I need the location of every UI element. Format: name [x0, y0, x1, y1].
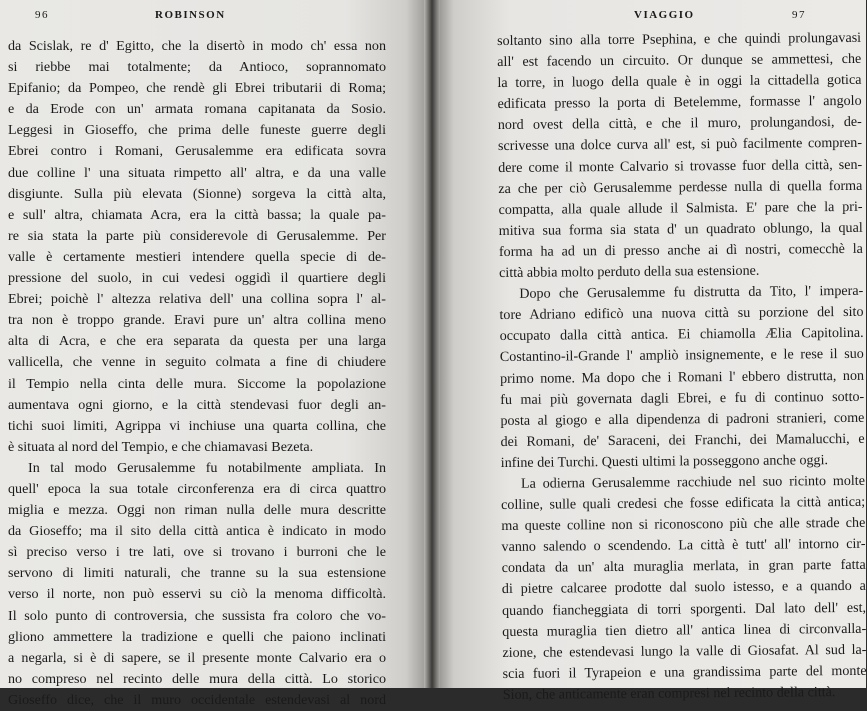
- text-line: Sion, che anticamente eran compresi nel recinto della città.: [502, 683, 836, 703]
- text-line: tore Adriano edificò una nuova città su porzione del sito: [499, 304, 864, 324]
- text-line: nord ovest della città, e che il muro, prolungandosi, de-: [497, 114, 862, 134]
- left-page-number: 96: [35, 9, 49, 21]
- text-line: mitiva sua forma sia stata d' un quadrato oblungo, la qual: [498, 219, 863, 239]
- text-line: soltanto sino alla torre Psephina, e che quindi prolungavasi: [497, 29, 862, 49]
- text-line: forma ha ad un di presso anche ai dì nostri, comecchè la: [498, 240, 863, 260]
- text-line: ma queste colline non si riconoscono più che alle strade che: [501, 514, 866, 535]
- text-line: condata da un' alta muraglia merlata, in gran parte fatta: [501, 557, 866, 577]
- text-line: vanno salendo o scendendo. La città è tutt' all' intorno cir-: [501, 536, 866, 556]
- text-line: due colline l' una situata rimpetto all' altra, e da una valle: [8, 164, 386, 181]
- text-line: da Scislak, re d' Egitto, che la disertò in modo ch' essa non: [8, 38, 386, 54]
- text-line: di pietre calcaree prodotte dal suolo istesso, e a quando a: [501, 578, 866, 598]
- text-line: colline, sulle quali credesi che fosse edificata la città antica;: [501, 493, 866, 514]
- text-line: zione, che estendevasi lungo la valle di Giosafat. Al sud la-: [502, 641, 867, 661]
- text-line: Ebrei; poichè l' altezza relativa dell' una collina sopra l' al-: [8, 291, 386, 308]
- text-line: pressione del suolo, in cui vedesi oggidì il quartiere degli: [8, 270, 386, 287]
- left-running-head: ROBINSON: [155, 9, 226, 21]
- left-page-body: [8, 36, 386, 711]
- text-line: sì preciso verso i tre lati, ove si trovano i burroni che le: [8, 544, 386, 561]
- right-page: [432, 0, 867, 703]
- text-line: In tal modo Gerusalemme fu notabilmente ampliata. In: [28, 459, 386, 476]
- text-line: occupato dalla città antica. Ei chiamolla Ælia Capitolina.: [499, 325, 864, 345]
- text-line: scia fuori il Tyrapeion e una grandissima parte del monte: [502, 662, 867, 682]
- text-line: e da Erode con un' armata romana capitanata da Sosio.: [8, 101, 386, 118]
- text-line: dei Romani, de' Saraceni, dei Franchi, dei Mamalucchi, e: [500, 430, 865, 450]
- text-line: dere come il monte Calvario si trovasse fuor della città, sen-: [498, 156, 863, 176]
- text-line: fu mai più governata dagli Ebrei, e fu di continuo sotto-: [500, 388, 865, 408]
- text-line: Gioseffo dice, che il muro occidentale estendevasi al nord: [8, 691, 386, 708]
- text-line: è situata al nord del Tempio, e che chiamavasi Bezeta.: [8, 438, 314, 455]
- text-line: Dopo che Gerusalemme fu distrutta da Tito, l' impera-: [519, 282, 864, 302]
- text-line: tra non è troppo grande. Eravi pure un' altra collina meno: [8, 312, 386, 329]
- text-line: La odierna Gerusalemme racchiude nel suo ricinto molte: [520, 472, 866, 492]
- text-line: servono di limiti naturali, che tranne su la sua estensione: [8, 565, 386, 582]
- right-running-head: VIAGGIO: [634, 9, 695, 21]
- text-line: Epifanio; da Pompeo, che rendè gli Ebrei tributarii di Roma;: [8, 80, 386, 97]
- text-line: posta al giogo e alla dipendenza di padroni stranieri, come: [500, 409, 865, 429]
- text-line: questa muraglia tien dietro all' antica linea di circonvalla-: [502, 620, 867, 640]
- right-page-body: [497, 28, 867, 706]
- text-line: za che per ciò Gerusalemme perdesse nulla di quella forma: [498, 177, 863, 197]
- text-line: si riebbe mai totalmente; da Antioco, soprannomato: [8, 59, 386, 76]
- text-line: il Tempio nella cinta delle mura. Siccome la popolazione: [8, 375, 386, 392]
- text-line: gliono ammettere la tradizione e quelli che paiono inclinati: [8, 628, 386, 645]
- text-line: Ebrei contro i Romani, Gerusalemme era edificata sovra: [8, 143, 386, 160]
- text-line: città abbia molto perduto della sua estensione.: [499, 262, 760, 282]
- text-line: a negarla, si è di sapere, se il presente monte Calvario era o: [8, 649, 386, 666]
- text-line: valle è certamente mestieri intendere quella specie di de-: [8, 248, 386, 265]
- text-line: Costantino-il-Grande l' ampliò insignemente, e le rese il suo: [499, 346, 864, 366]
- text-line: vallicella, che venne in seguito colmata a fine di chiudere: [8, 354, 386, 371]
- text-line: edificata presso la porta di Betelemme, formasse l' angolo: [497, 93, 862, 113]
- text-line: no compreso nel recinto delle mura della città. Lo storico: [8, 670, 386, 687]
- text-line: Leggesi in Gioseffo, che prima delle funeste guerre degli: [8, 122, 386, 139]
- text-line: compatta, alla quale allude il Salmista. E' pare che la pri-: [498, 198, 863, 218]
- text-line: disgiunte. Sulla più elevata (Sionne) sorgeva la città alta,: [8, 185, 386, 202]
- text-line: aumentava ogni giorno, e la città stendevasi fuor degli an-: [8, 396, 386, 413]
- text-line: quando fiancheggiata di torri sporgenti. Dal lato dell' est,: [501, 599, 867, 619]
- text-line: scrivesse una dolce curva all' est, si può facilmente compren-: [497, 135, 863, 155]
- text-line: la torre, in luogo della quale è in oggi la cittadella gotica: [497, 72, 862, 92]
- left-page: [0, 0, 432, 708]
- text-line: verso il norte, non può esservi su ciò la menoma difficoltà.: [8, 586, 386, 603]
- book-gutter: [424, 0, 440, 688]
- text-line: miglia e mezza. Oggi non riman nulla delle mura descritte: [8, 502, 386, 519]
- text-line: tichi suoi limiti, Agrippa vi inchiuse una quarta collina, che: [8, 417, 386, 434]
- text-line: da Gioseffo; ma il sito della città antica è indicato in modo: [8, 523, 386, 540]
- text-line: infine dei Turchi. Questi ultimi la posseggono anche oggi.: [500, 452, 829, 471]
- text-line: re sia stata la parte più considerevole di Gerusalemme. Per: [8, 227, 386, 244]
- text-line: alta di Acra, e che era separata da questa per una larga: [8, 333, 386, 350]
- right-page-number: 97: [792, 9, 806, 21]
- text-line: Il solo punto di controversia, che sussista fra coloro che vo-: [8, 607, 386, 624]
- text-line: primo nome. Ma dopo che i Romani l' ebbero distrutta, non: [499, 367, 865, 387]
- text-line: all' est facendo un circuito. Or dunque se ammettesi, che: [497, 50, 862, 71]
- text-line: e sull' altra, chiamata Acra, era la città bassa; la quale pa-: [8, 206, 386, 223]
- text-line: quell' epoca la sua totale circonferenza era di circa quattro: [8, 480, 386, 497]
